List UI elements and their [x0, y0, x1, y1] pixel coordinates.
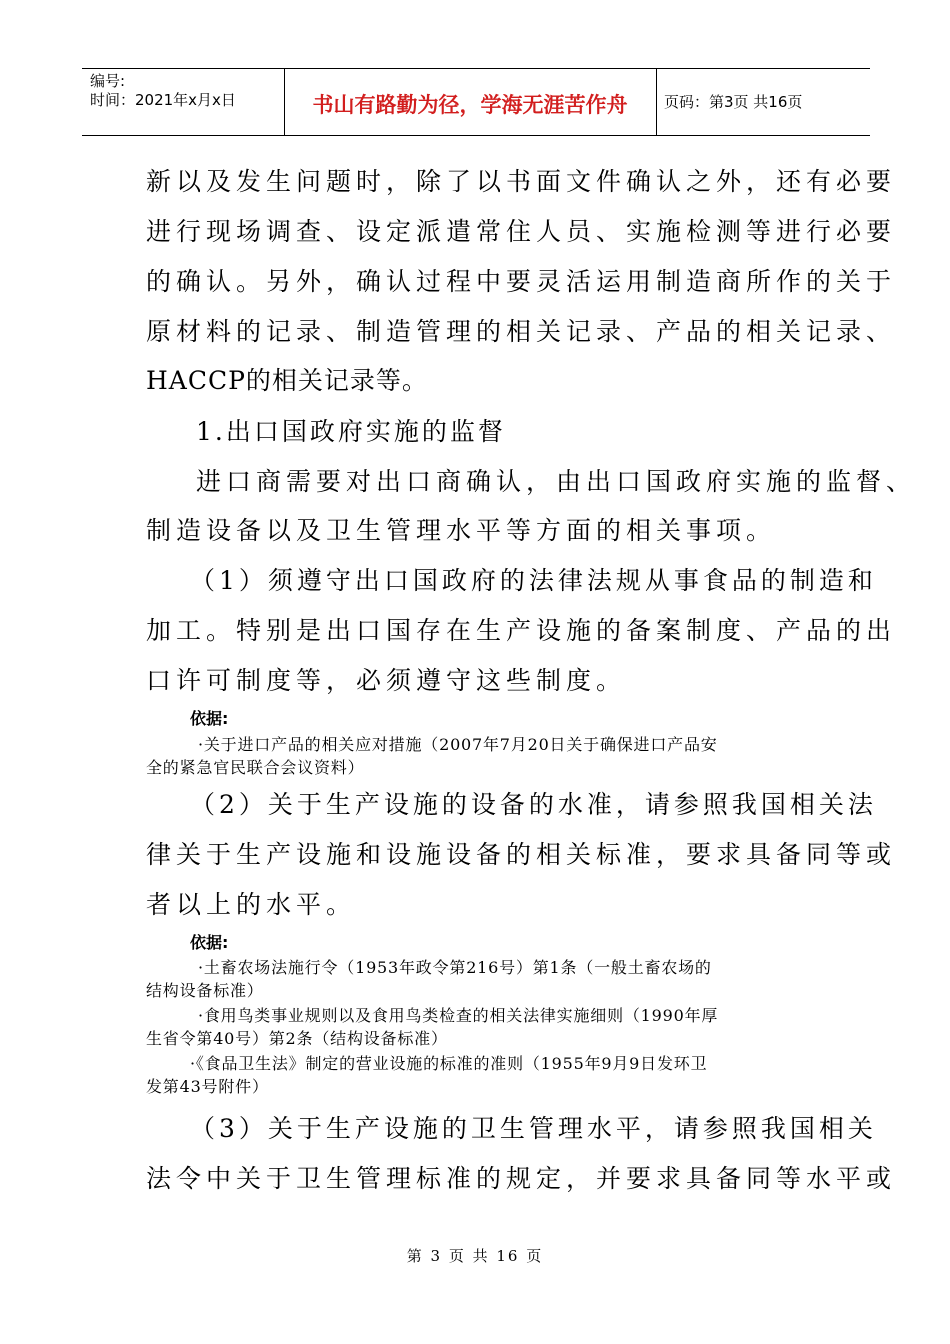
paragraph-line: （2）关于生产设施的设备的水准，请参照我国相关法: [190, 790, 877, 819]
paragraph-line: 进行现场调查、设定派遣常住人员、实施检测等进行必要: [146, 217, 897, 246]
basis-line: 生省令第40号）第2条（结构设备标准）: [146, 1029, 448, 1048]
paragraph-line: 法令中关于卫生管理标准的规定，并要求具备同等水平或: [146, 1164, 897, 1193]
header-page-number: 页码：第3页 共16页: [664, 93, 803, 111]
basis-line: 结构设备标准）: [146, 981, 264, 1000]
paragraph-line: 者以上的水平。: [146, 890, 357, 919]
header-divider: [656, 68, 657, 136]
paragraph-line: 加工。特别是出口国存在生产设施的备案制度、产品的出: [146, 616, 897, 645]
paragraph-line: 新以及发生问题时，除了以书面文件确认之外，还有必要: [146, 167, 897, 196]
basis-line: 发第43号附件）: [146, 1077, 269, 1096]
paragraph-line: HACCP的相关记录等。: [146, 366, 428, 395]
paragraph-line: 进口商需要对出口商确认，由出口国政府实施的监督、: [196, 467, 917, 496]
section-heading: 1.出口国政府实施的监督: [196, 417, 506, 446]
paragraph-line: 的确认。另外，确认过程中要灵活运用制造商所作的关于: [146, 267, 897, 296]
basis-line: ·食用鸟类事业规则以及食用鸟类检查的相关法律实施细则（1990年厚: [198, 1006, 719, 1025]
header-divider: [284, 68, 285, 136]
paragraph-line: 制造设备以及卫生管理水平等方面的相关事项。: [146, 516, 777, 545]
page-footer: 第 3 页 共 16 页: [406, 1247, 544, 1265]
paragraph-line: 律关于生产设施和设施设备的相关标准，要求具备同等或: [146, 840, 897, 869]
basis-line: ·关于进口产品的相关应对措施（2007年7月20日关于确保进口产品安: [198, 735, 718, 754]
document-date: 时间：2021年x月x日: [90, 91, 236, 109]
basis-label: 依据:: [190, 709, 229, 728]
paragraph-line: 口许可制度等，必须遵守这些制度。: [146, 666, 627, 695]
basis-line: ·土畜农场法施行令（1953年政令第216号）第1条（一般土畜农场的: [198, 958, 712, 977]
document-number: 编号:: [90, 72, 126, 90]
basis-line: 全的紧急官民联合会议资料）: [146, 758, 365, 777]
paragraph-line: （3）关于生产设施的卫生管理水平，请参照我国相关: [190, 1114, 877, 1143]
header-motto: 书山有路勤为径，学海无涯苦作舟: [312, 93, 628, 117]
paragraph-line: 原材料的记录、制造管理的相关记录、产品的相关记录、: [146, 317, 897, 346]
basis-label: 依据:: [190, 933, 229, 952]
basis-line: ·《食品卫生法》制定的营业设施的标准的准则（1955年9月9日发环卫: [190, 1054, 708, 1073]
paragraph-line: （1）须遵守出口国政府的法律法规从事食品的制造和: [190, 566, 877, 595]
